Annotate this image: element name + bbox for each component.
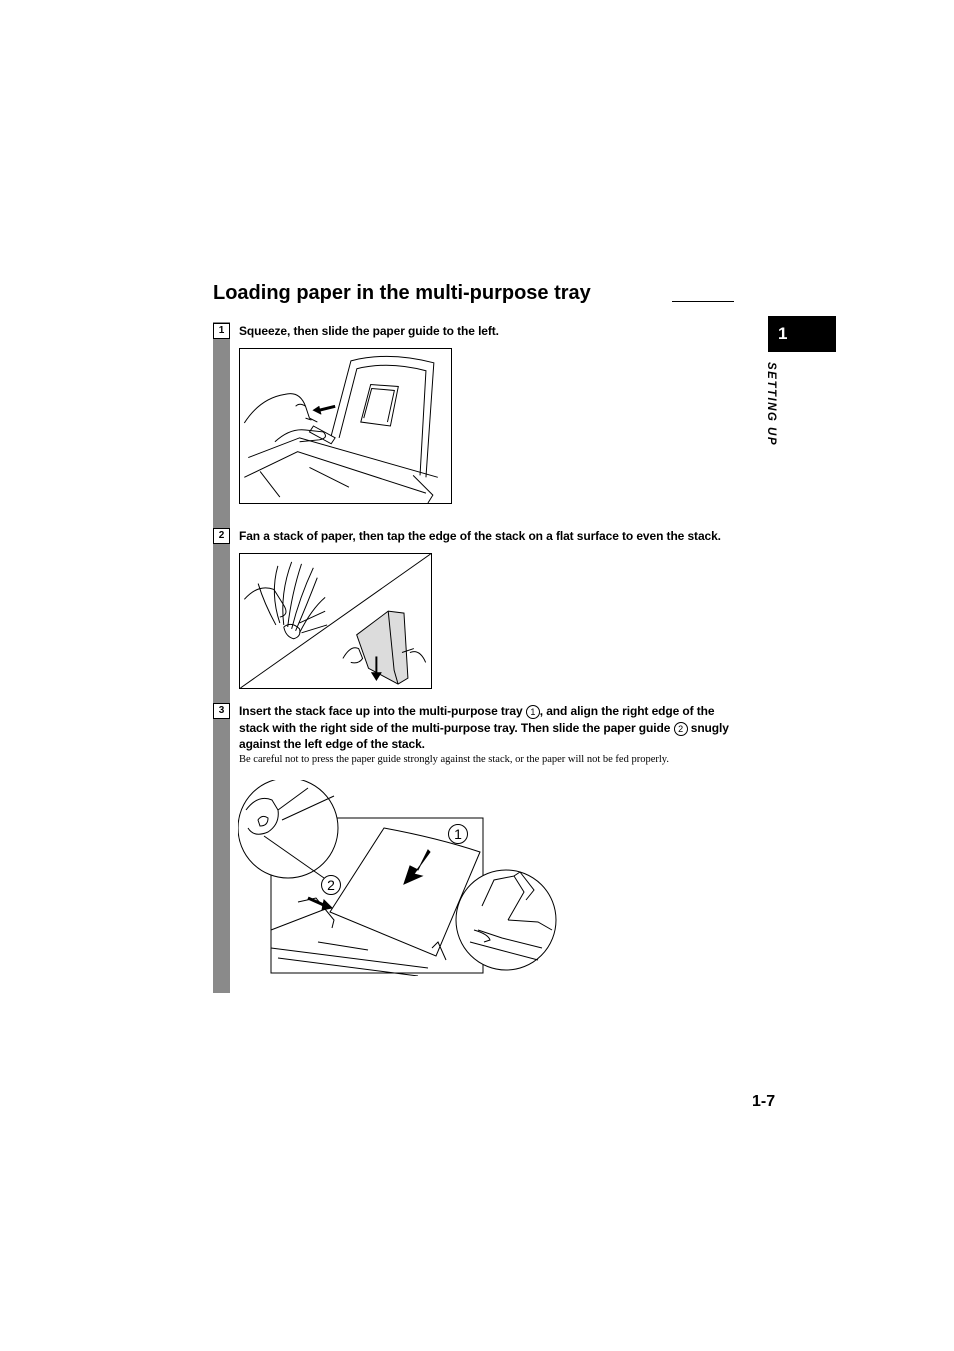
figure-insert-stack [238,780,558,976]
step-3-text-part2: , and align the right edge of the stack with the right side of the multi-purpose tray. Then slide the paper guide [239,704,715,735]
step-number-3: 3 [213,703,230,719]
step-3-text-part3: snugly against the left edge of the stack. [239,720,729,751]
figure-fan-paper [239,553,432,689]
section-label: SETTING UP [765,362,777,447]
page-number: 1-7 [752,1093,776,1110]
callout-1: 1 [526,705,540,719]
step-number-2: 2 [213,528,230,544]
step-3-note: Be careful not to press the paper guide strongly against the stack, or the paper will not be fed properly. [239,754,669,765]
title-rule [672,301,734,302]
step-3-text-part1: Insert the stack face up into the multi-purpose tray [239,704,523,718]
callout-label-1: 1 [448,824,468,844]
callout-2: 2 [674,722,688,736]
step-number-1: 1 [213,323,230,339]
figure-paper-guide [239,348,452,504]
step-1-text: Squeeze, then slide the paper guide to the left. [239,324,499,338]
step-2-text: Fan a stack of paper, then tap the edge of the stack on a flat surface to even the stack. [239,529,721,543]
step-3-text [239,703,739,753]
step-bar [213,322,230,993]
chapter-tab: 1 [768,316,836,352]
page-title: Loading paper in the multi-purpose tray [213,282,591,304]
callout-label-2: 2 [321,875,341,895]
